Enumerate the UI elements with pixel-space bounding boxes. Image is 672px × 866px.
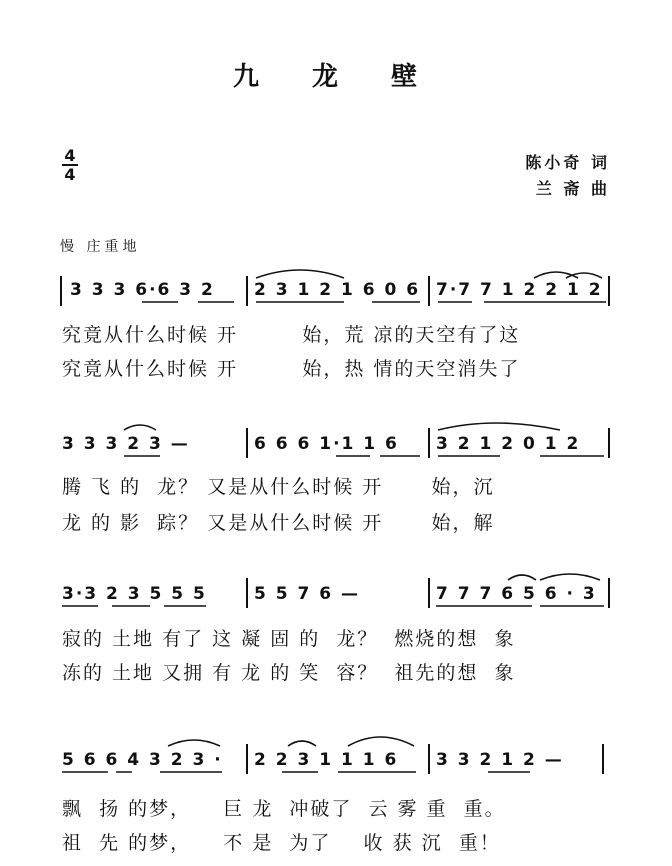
meter-top: 4 [64,146,76,165]
slur [348,737,414,746]
slur [168,740,220,746]
tempo-marking: 慢 庄重地 [60,239,141,255]
lyric-line-4b: 祖 先 的梦， 不 是 为了 收 获 沉 重！ [62,832,501,854]
slur [566,273,602,278]
lyric-line-3a: 寂的 土地 有了 这 凝 固 的 龙？ 燃烧的想 象 [62,628,516,650]
measure-3-1: 3·3 2 3 5 5 5 [62,584,207,604]
lyric-line-3b: 冻的 土地 又拥 有 龙 的 笑 容？ 祖先的想 象 [62,662,516,684]
slur [540,574,600,580]
measure-4-1: 5 6 6 4 3 2 3 · [62,750,223,770]
slur [508,575,536,580]
lyric-line-2a: 腾 飞 的 龙？ 又是从什么时候 开 始，沉 [62,476,495,498]
measure-2-2: 6 6 6 1·1 1 6 [254,434,399,454]
measure-4-3: 3 3 2 1 2 — [436,750,564,770]
measure-2-3: 3 2 1 2 0 1 2 [436,434,581,454]
measure-1-1: 3 3 3 6·6 3 2 [70,280,215,300]
song-title: 九 龙 壁 [232,62,440,92]
measure-3-3: 7 7 7 6 5 6 · 3 [436,584,597,604]
measure-1-2: 2 3 1 2 1 6 0 6 [254,280,421,300]
lyric-line-1a: 究竟从什么时候 开 始，荒 凉的天空有了这 [62,324,521,346]
slur [124,425,156,430]
composer-credit: 兰 斋 曲 [535,179,610,198]
slur [256,270,344,278]
measure-1-3: 7·7 7 1 2 2 1 2 [436,280,603,300]
slur [438,423,560,430]
lyric-line-4a: 飘 扬 的梦， 巨 龙 冲破了 云 雾 重 重。 [62,798,506,820]
measure-2-1: 3 3 3 2 3 — [62,434,190,454]
slur [288,741,316,746]
measure-4-2: 2 2 3 1 1 1 6 [254,750,399,770]
meter-bottom: 4 [64,165,76,184]
measure-3-2: 5 5 7 6 — [254,584,360,604]
lyric-line-1b: 究竟从什么时候 开 始，热 情的天空消失了 [62,358,521,380]
lyric-line-2b: 龙 的 影 踪？ 又是从什么时候 开 始，解 [62,512,495,534]
lyricist-credit: 陈小奇 词 [525,153,610,172]
